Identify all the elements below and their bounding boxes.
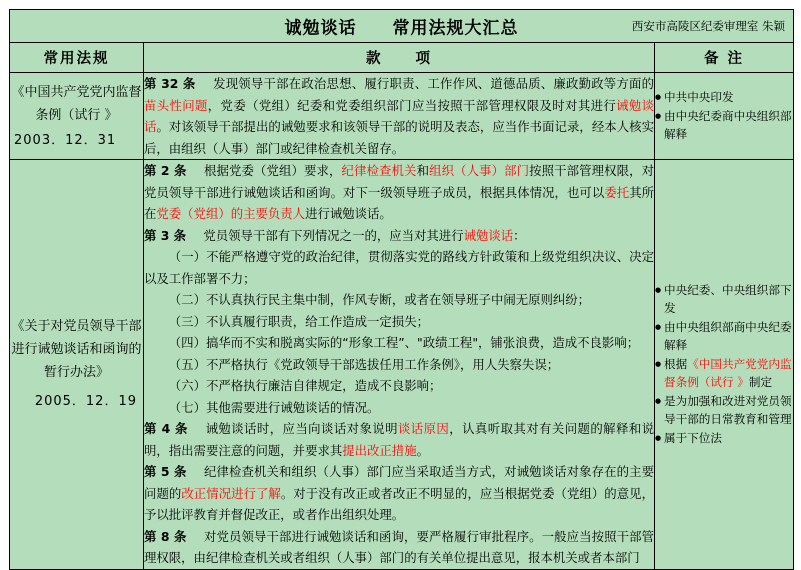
regulations-table bbox=[9, 9, 794, 570]
header-law: 常用法规 bbox=[10, 43, 144, 73]
law-title-cell-1 bbox=[10, 73, 144, 160]
article-label: 第 3 条 bbox=[144, 227, 187, 243]
article-4 bbox=[144, 418, 654, 461]
article-text: 。对该领导干部提出的诫勉要求和该领导干部的说明及表态，应当作书面记录，经本人核实后，由组织（人事）部门或纪律检查机关留存。 bbox=[144, 119, 655, 156]
article-text: 发现领导干部在政治思想、履行职责、工作作风、道德品质、廉政勤政等方面的 bbox=[212, 76, 655, 91]
article-text: 。对于没有改正或者改正不明显的，应当根据党委（党组）的意见，予以批评教育并督促改正，或者作出组织处理。 bbox=[144, 485, 655, 522]
article-text: ： bbox=[513, 227, 526, 243]
table-row bbox=[10, 160, 794, 570]
list-item: （二）不认真执行民主集中制，作风专断，或者在领导班子中闹无原则纠纷； bbox=[168, 292, 591, 307]
law-name: 《关于对党员领导干部进行诫勉谈话和函询的暂行办法》 bbox=[11, 319, 142, 381]
list-item: （五）不严格执行《党政领导干部选拔任用工作条例》，用人失察失误； bbox=[168, 356, 560, 372]
table-row bbox=[10, 73, 794, 160]
article-text: 按照干部管理权限，对党员领导干部进行诫勉谈话和函询。对下一级领导班子成员，根据具体情况，也可以 bbox=[144, 163, 655, 200]
list-item: （七）其他需要进行诫勉谈话的情况。 bbox=[168, 399, 380, 415]
emphasis-text: 委托 bbox=[604, 184, 630, 200]
list-item: ● 由中央纪委商中央组织部解释 bbox=[655, 107, 793, 143]
article-text: 诫勉谈话时，应当向谈话对象说明 bbox=[205, 421, 398, 436]
article-text: 其所在 bbox=[144, 184, 655, 221]
remark-list bbox=[655, 88, 793, 143]
article-32 bbox=[144, 73, 654, 159]
page-title: 诚勉谈话 常用法规大汇总 bbox=[284, 18, 519, 39]
article-text: ，认真听取其对有关问题的解释和说明，指出需要注意的问题，并要求其 bbox=[144, 421, 655, 458]
article-5 bbox=[144, 461, 654, 526]
law-title-cell-2 bbox=[10, 160, 144, 570]
emphasis-text: 苗头性问题 bbox=[144, 97, 208, 113]
header-clause: 款 项 bbox=[144, 43, 655, 73]
article-text: ，党委（党组）纪委和党委组织部门应当按照干部管理权限及时对其进行 bbox=[207, 97, 617, 113]
header-remark: 备 注 bbox=[655, 43, 794, 73]
emphasis-text: 提出改正措施 bbox=[342, 442, 417, 458]
law-date: 2003．12．31 bbox=[14, 132, 117, 148]
list-item: （六）不严格执行廉洁自律规定，造成不良影响； bbox=[168, 378, 442, 393]
law-name: 《中国共产党党内监督条例（试行 》 bbox=[11, 84, 142, 123]
byline: 西安市高陵区纪委审理室 朱颖 bbox=[631, 19, 786, 33]
article-text: 根据党委（党组）要求， bbox=[203, 163, 342, 178]
article-label: 第 5 条 bbox=[144, 464, 187, 479]
emphasis-text: 诫勉谈话 bbox=[144, 97, 655, 134]
article-label: 第 4 条 bbox=[144, 421, 188, 436]
emphasis-text: 改正情况进行了解 bbox=[181, 485, 281, 501]
emphasis-text: 组织（人事）部门 bbox=[429, 163, 530, 178]
list-item bbox=[655, 355, 793, 391]
article-text: 进行诫勉谈话。 bbox=[305, 206, 392, 221]
list-item: （三）不认真履行职责，给工作造成一定损失； bbox=[168, 313, 429, 329]
list-item: ● 属于下位法 bbox=[655, 429, 793, 447]
emphasis-text: 谈话原因 bbox=[397, 421, 450, 436]
article-2 bbox=[144, 160, 654, 225]
list-item: （四）搞华而不实和脱离实际的“形象工程”、"政绩工程"，铺张浪费，造成不良影响； bbox=[168, 335, 640, 350]
list-item: （一）不能严格遵守党的政治纪律，贯彻落实党的路线方针政策和上级党组织决议、决定以及工作部署不力； bbox=[144, 249, 654, 286]
article-3 bbox=[144, 225, 654, 247]
remark-list bbox=[655, 281, 793, 447]
list-item: ● 中央纪委、中央组织部下发 bbox=[655, 281, 793, 317]
list-item: ● 中共中央印发 bbox=[655, 88, 793, 106]
article-8 bbox=[144, 526, 654, 569]
clause-cell-1 bbox=[144, 73, 655, 160]
emphasis-text: 诫勉谈话 bbox=[463, 227, 514, 243]
remark-cell-1 bbox=[655, 73, 794, 160]
title-row bbox=[10, 10, 794, 43]
title-cell bbox=[10, 10, 794, 43]
emphasis-text: 党委（党组）的主要负责人 bbox=[156, 206, 306, 221]
article-text: 纪律检查机关和组织（人事）部门应当采取适当方式，对诫勉谈话对象存在的主要问题的 bbox=[144, 464, 655, 501]
clause-cell-2 bbox=[144, 160, 655, 570]
column-header-row bbox=[10, 43, 794, 73]
remark-cell-2 bbox=[655, 160, 794, 570]
article-text: 对党员领导干部进行诫勉谈话和函询，要严格履行审批程序。一般应当按照干部管理权限，由纪律检查机关或者组织（人事）部门的有关单位提出意见，报本机关或者本部门 bbox=[144, 528, 655, 565]
article-text: 。 bbox=[416, 442, 429, 458]
article-text: 党员领导干部有下列情况之一的，应当对其进行 bbox=[203, 227, 464, 243]
article-label: 第 32 条 bbox=[144, 76, 196, 91]
emphasis-text: 《中国共产党党内监督条例（试行 》 bbox=[664, 356, 792, 389]
list-item: ● 是为加强和改进对党员领导干部的日常教育和管理 bbox=[655, 392, 793, 428]
remark-text: 制定 bbox=[748, 374, 773, 389]
list-item: ● 由中央组织部商中央纪委解释 bbox=[655, 318, 793, 354]
article-text: 和 bbox=[416, 163, 430, 178]
article-label: 第 2 条 bbox=[144, 163, 187, 178]
remark-text: 根据 bbox=[664, 356, 688, 371]
article-label: 第 8 条 bbox=[144, 528, 187, 544]
emphasis-text: 纪律检查机关 bbox=[341, 163, 417, 178]
law-date: 2005．12．19 bbox=[34, 394, 137, 410]
